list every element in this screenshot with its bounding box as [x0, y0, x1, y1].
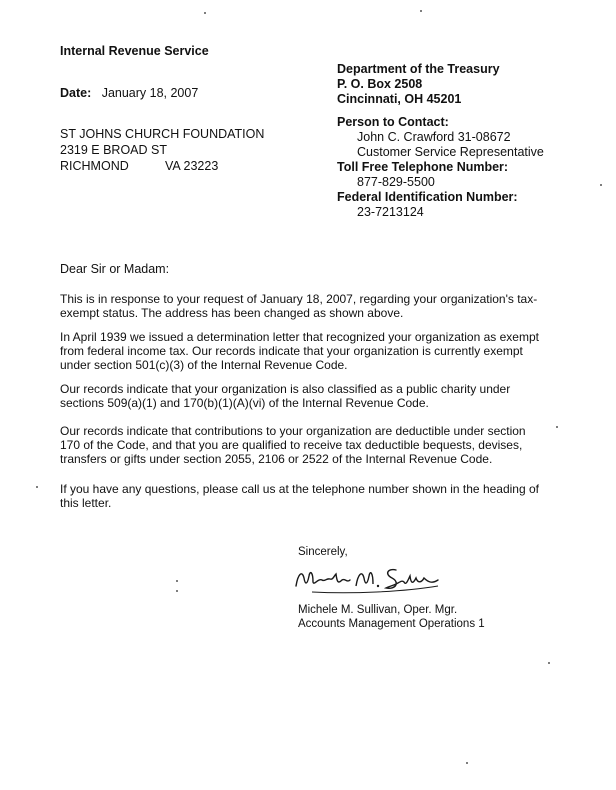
- scan-speck: [556, 426, 558, 428]
- recipient-name: ST JOHNS CHURCH FOUNDATION: [60, 127, 265, 141]
- contact-block: [337, 115, 544, 220]
- contact-person-name: John C. Crawford 31-08672: [357, 130, 511, 144]
- signer-name: Michele M. Sullivan, Oper. Mgr.: [298, 604, 458, 616]
- contact-person-label: Person to Contact:: [337, 115, 449, 129]
- contact-person-title: Customer Service Representative: [357, 145, 544, 159]
- scan-speck: [600, 184, 602, 186]
- closing-sincerely: Sincerely,: [298, 546, 348, 558]
- phone-label: Toll Free Telephone Number:: [337, 160, 509, 174]
- fein-label: Federal Identification Number:: [337, 190, 518, 204]
- paragraph-1: [60, 292, 560, 320]
- department-line: Cincinnati, OH 45201: [337, 92, 462, 106]
- scan-speck: [420, 10, 422, 12]
- date-value: January 18, 2007: [101, 86, 199, 100]
- paragraph-line: Our records indicate that contributions to your organization are deductible under section: [60, 424, 526, 438]
- paragraph-line: In April 1939 we issued a determination letter that recognized your organization as exempt: [60, 330, 539, 344]
- paragraph-5: [60, 482, 560, 510]
- paragraph-3: [60, 382, 560, 410]
- paragraph-line: exempt status. The address has been changed as shown above.: [60, 306, 404, 320]
- recipient-address: [60, 126, 264, 174]
- paragraph-line: from federal income tax. Our records indicate that your organization is currently exempt: [60, 344, 523, 358]
- department-line: P. O. Box 2508: [337, 77, 423, 91]
- paragraph-line: under section 501(c)(3) of the Internal Revenue Code.: [60, 358, 348, 372]
- department-line: Department of the Treasury: [337, 62, 500, 76]
- signer-block: [298, 603, 485, 631]
- paragraph-line: Our records indicate that your organization is also classified as a public charity under: [60, 382, 511, 396]
- letter-date: [60, 86, 198, 100]
- recipient-street: 2319 E BROAD ST: [60, 143, 167, 157]
- paragraph-4: [60, 424, 560, 466]
- signer-unit: Accounts Management Operations 1: [298, 618, 485, 630]
- scan-speck: [548, 662, 550, 664]
- recipient-city: RICHMOND: [60, 159, 129, 173]
- paragraph-line: If you have any questions, please call us at the telephone number shown in the heading of: [60, 482, 539, 496]
- scan-speck: [204, 12, 206, 14]
- paragraph-line: transfers or gifts under section 2055, 2106 or 2522 of the Internal Revenue Code.: [60, 452, 493, 466]
- paragraph-2: [60, 330, 560, 372]
- scan-speck: [176, 590, 178, 592]
- paragraph-line: 170 of the Code, and that you are qualified to receive tax deductible bequests, devises,: [60, 438, 523, 452]
- paragraph-line: This is in response to your request of January 18, 2007, regarding your organization's tax-: [60, 292, 538, 306]
- recipient-city-line: [60, 158, 264, 174]
- agency-name: Internal Revenue Service: [60, 44, 209, 58]
- paragraph-line: sections 509(a)(1) and 170(b)(1)(A)(vi) of the Internal Revenue Code.: [60, 396, 429, 410]
- salutation: Dear Sir or Madam:: [60, 262, 170, 276]
- scan-speck: [466, 762, 468, 764]
- signature-image: [292, 556, 442, 600]
- date-label: Date:: [60, 86, 92, 100]
- paragraph-line: this letter.: [60, 496, 112, 510]
- scan-speck: [176, 580, 178, 582]
- recipient-state-zip: VA 23223: [165, 159, 219, 173]
- fein-value: 23-7213124: [357, 205, 424, 219]
- scan-speck: [36, 486, 38, 488]
- phone-value: 877-829-5500: [357, 175, 435, 189]
- department-address: [337, 62, 500, 107]
